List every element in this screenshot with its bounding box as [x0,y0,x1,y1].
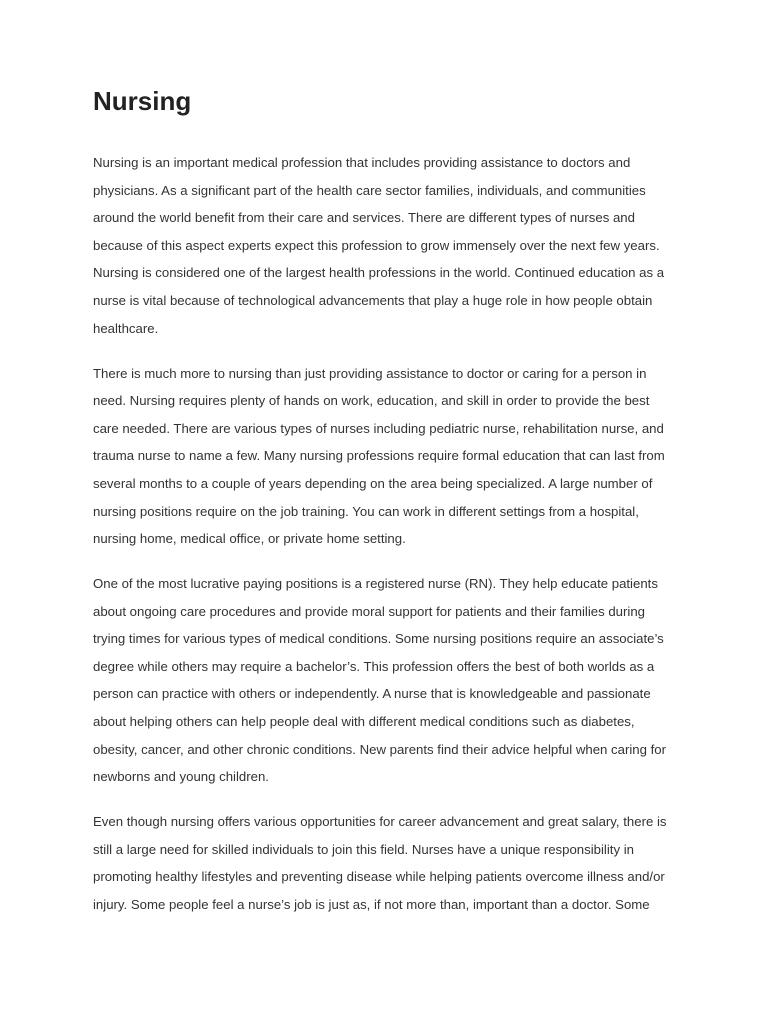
paragraph-1: Nursing is an important medical profession that includes providing assistance to doctors and physicians. As a significant part of the health care sector families, individuals, and communities around the world benefit from their care and services. There are different types of nurses and because of this aspect experts expect this profession to grow immensely over the next few years. Nursing is considered one of the largest health professions in the world. Continued education as a nurse is vital because of technological advancements that play a huge role in how people obtain healthcare. [93,155,665,336]
paragraph-4: Even though nursing offers various opportunities for career advancement and great salary, there is still a large need for skilled individuals to join this field. Nurses have a unique responsibility in promoting healthy lifestyles and preventing disease while helping patients overcome illness and/or injury. Some people feel a nurse’s job is just as, if not more than, important than a doctor. Some [93,814,667,913]
paragraph-2: There is much more to nursing than just providing assistance to doctor or caring for a person in need. Nursing requires plenty of hands on work, education, and skill in order to provide the best care needed. There are various types of nurses including pediatric nurse, rehabilitation nurse, and trauma nurse to name a few. Many nursing professions require formal education that can last from several months to a couple of years depending on the area being specialized. A large number of nursing positions require on the job training. You can work in different settings from a hospital, nursing home, medical office, or private home setting. [93,365,665,547]
document-title: Nursing [93,86,192,116]
paragraph-3: One of the most lucrative paying positions is a registered nurse (RN). They help educate patients about ongoing care procedures and provide moral support for patients and their families during trying times for various types of medical conditions. Some nursing positions require an associate’s degree while others may require a bachelor’s. This profession offers the best of both worlds as a person can practice with others or independently. A nurse that is knowledgeable and passionate about helping others can help people deal with different medical conditions such as diabetes, obesity, cancer, and other chronic conditions. New parents find their advice helpful when caring for newborns and young children. [93,576,666,785]
document-body [93,149,678,936]
